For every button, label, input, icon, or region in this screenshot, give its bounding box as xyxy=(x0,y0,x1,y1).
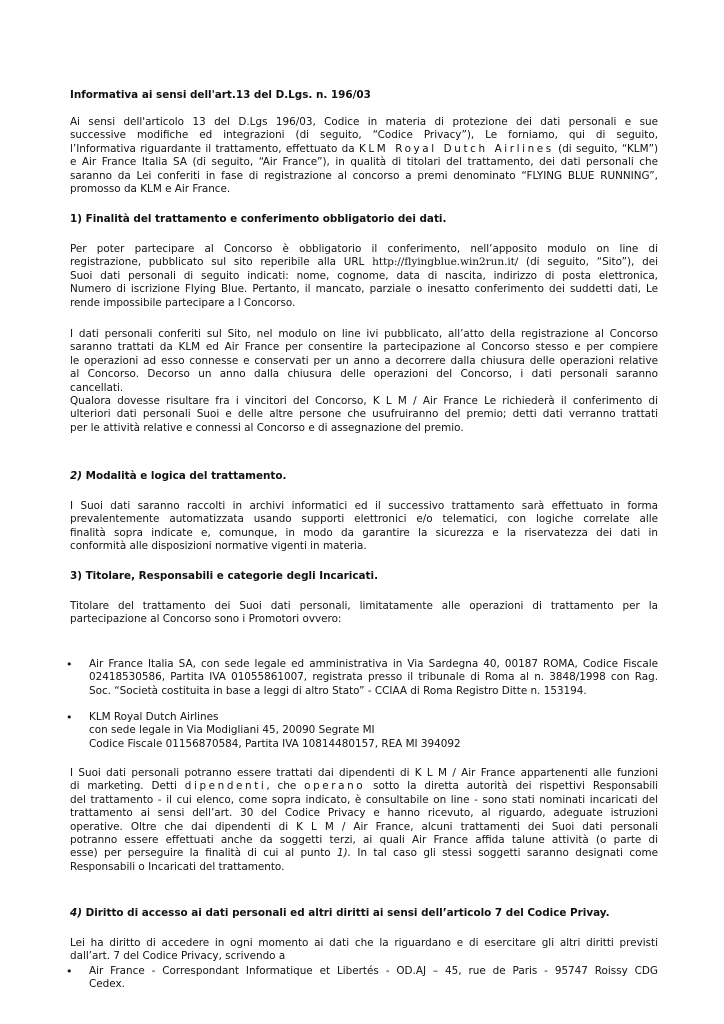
paragraph-line xyxy=(70,780,658,793)
list-item-line: Air France - Correspondant Informatique et Libertés - OD.AJ – 45, rue de Paris - 95747 Roissy CDG xyxy=(89,965,658,977)
klm-name: KLM Royal Dutch Airlines xyxy=(358,142,554,155)
list-item-line: Codice Fiscale 01156870584, Partita IVA 10814480157, REA MI 394092 xyxy=(89,737,461,750)
section-4-heading xyxy=(70,907,658,920)
paragraph-line xyxy=(70,847,658,860)
paragraph-line: dall’art. 7 del Codice Privacy, scrivendo a xyxy=(70,950,286,963)
paragraph-text: (di seguito, “Sito”), dei xyxy=(518,256,658,269)
paragraph-text: dipendenti xyxy=(184,780,267,793)
paragraph-line: operative. Oltre che dai dipendenti di K L M / Air France, alcuni trattamenti dei Suoi dati personali xyxy=(70,820,658,833)
intro-line: promosso da KLM e Air France. xyxy=(70,183,231,196)
paragraph-line: I Suoi dati personali potranno essere trattati dai dipendenti di K L M / Air France appartenenti alle funzioni xyxy=(70,767,658,779)
section-title: Diritto di accesso ai dati personali ed altri diritti ai sensi dell’articolo 7 del Codice Privay. xyxy=(81,907,610,919)
section-number: 4) xyxy=(70,907,82,919)
section-3-paragraph-2 xyxy=(70,767,658,874)
intro-text: (di seguito, “KLM”) xyxy=(553,142,658,155)
intro-line: successive modifiche ed integrazioni (di seguito, “Codice Privacy”), Le forniamo, qui di seguito, xyxy=(70,129,658,142)
paragraph-line: trattamento ai sensi dell’art. 30 del Codice Privacy e hanno ricevuto, al riguardo, adeguate istruzioni xyxy=(70,807,658,820)
list-item-line: Cedex. xyxy=(89,978,125,991)
promoter-klm xyxy=(89,711,658,751)
intro-line: e Air France Italia SA (di seguito, “Air France”), in qualità di titolari del trattamento, dei dati personali che xyxy=(70,156,658,169)
site-url: http://flyingblue.win2run.it/ xyxy=(372,256,519,269)
paragraph-text: In tal caso gli stessi soggetti saranno designati come xyxy=(351,847,658,860)
intro-line: Ai sensi dell'articolo 13 del D.Lgs 196/03, Codice in materia di protezione dei dati personali e sue xyxy=(70,116,658,128)
section-1-paragraph-2 xyxy=(70,328,658,435)
paragraph-line: Per poter partecipare al Concorso è obbligatorio il conferimento, nell’apposito modulo on line di xyxy=(70,243,658,255)
bullet-icon: • xyxy=(66,658,73,671)
bullet-icon: • xyxy=(66,711,73,724)
paragraph-line: I Suoi dati saranno raccolti in archivi informatici ed il successivo trattamento sarà effettuato in forma xyxy=(70,500,658,512)
paragraph-line xyxy=(70,256,658,269)
paragraph-text: di marketing. Detti xyxy=(70,780,185,793)
paragraph-line: prevalentemente automatizzata usando supporti elettronici e/o telematici, con logiche correlate alle xyxy=(70,513,658,526)
contact-air-france xyxy=(89,965,658,992)
paragraph-line: partecipazione al Concorso sono i Promotori ovvero: xyxy=(70,613,342,626)
paragraph-line: Titolare del trattamento dei Suoi dati personali, limitatamente alle operazioni di trattamento per la xyxy=(70,600,658,612)
list-item-line: 02418530586, Partita IVA 01055861007, registrata presso il tribunale di Roma al n. 3848/1998 con Rag. xyxy=(89,671,658,684)
section-2-paragraph xyxy=(70,500,658,554)
paragraph-line: finalità sopra indicate e, comunque, in modo da garantire la sicurezza e la riservatezza dei dati in xyxy=(70,526,658,539)
paragraph-line: per le attività relative e connessi al Concorso e di assegnazione del premio. xyxy=(70,421,464,434)
section-3-heading: 3) Titolare, Responsabili e categorie degli Incaricati. xyxy=(70,570,379,582)
section-2-heading xyxy=(70,470,658,483)
paragraph-text: 1). xyxy=(337,847,352,860)
section-3-paragraph-1 xyxy=(70,600,658,627)
list-item-line: con sede legale in Via Modigliani 45, 20090 Segrate MI xyxy=(89,724,375,737)
intro-line: saranno da Lei conferiti in fase di registrazione al concorso a premi denominato “FLYING BLUE RUNNING”, xyxy=(70,169,658,182)
paragraph-line: Suoi dati personali di seguito indicati: nome, cognome, data di nascita, indirizzo di posta elettronica, xyxy=(70,269,658,282)
section-1-heading: 1) Finalità del trattamento e conferimento obbligatorio dei dati. xyxy=(70,213,447,225)
section-4-paragraph xyxy=(70,937,658,964)
document-title: Informativa ai sensi dell'art.13 del D.Lgs. n. 196/03 xyxy=(70,89,371,101)
paragraph-line: ulteriori dati personali Suoi e delle altre persone che usufruiranno del premio; detti dati verranno trattati xyxy=(70,408,658,421)
paragraph-line: le operazioni ad esso connesse e conservati per un anno a decorrere dalla chiusura delle operazioni relative xyxy=(70,354,658,367)
paragraph-line: Qualora dovesse risultare fra i vincitori del Concorso, K L M / Air France Le richiederà il conferimento di xyxy=(70,395,658,408)
paragraph-line: Responsabili o Incaricati del trattamento. xyxy=(70,860,285,873)
paragraph-line: Lei ha diritto di accedere in ogni momento ai dati che la riguardano e di esercitare gli altri diritti previsti xyxy=(70,937,658,949)
intro-paragraph xyxy=(70,116,658,196)
section-number: 2) xyxy=(70,470,82,482)
paragraph-line: al Concorso. Decorso un anno dalla chiusura delle operazioni del Concorso, i dati personali saranno xyxy=(70,368,658,381)
promoter-air-france xyxy=(89,658,658,698)
list-item-line: KLM Royal Dutch Airlines xyxy=(89,711,219,723)
list-item-line: Soc. “Società costituita in base a leggi di altro Stato” - CCIAA di Roma Registro Ditte n. 153194. xyxy=(89,684,587,697)
paragraph-line: potranno essere effettuati anche da soggetti terzi, ai quali Air France affida talune attività (o parte di xyxy=(70,834,658,847)
paragraph-text: registrazione, pubblicato sul sito reperibile alla URL xyxy=(70,256,373,269)
bullet-icon: • xyxy=(66,965,73,978)
paragraph-line: conformità alle disposizioni normative vigenti in materia. xyxy=(70,540,367,553)
paragraph-text: esse) per perseguire la finalità di cui al punto xyxy=(70,847,338,860)
list-item-line: Air France Italia SA, con sede legale ed amministrativa in Via Sardegna 40, 00187 ROMA, Codice Fiscale xyxy=(89,658,658,670)
paragraph-line: I dati personali conferiti sul Sito, nel modulo on line ivi pubblicato, all’atto della registrazione al Concorso xyxy=(70,328,658,340)
paragraph-line: rende impossibile partecipare a l Concorso. xyxy=(70,296,296,309)
intro-text: l’Informativa riguardante il trattamento, effettuato da xyxy=(70,142,359,155)
paragraph-text: operano xyxy=(304,780,366,793)
section-title: Modalità e logica del trattamento. xyxy=(81,470,287,482)
paragraph-line: saranno trattati da KLM ed Air France per consentire la partecipazione al Concorso stesso e per compiere xyxy=(70,341,658,354)
paragraph-text: , che xyxy=(266,780,305,793)
paragraph-text: sotto la diretta autorità dei rispettivi Responsabili xyxy=(365,780,658,793)
section-1-paragraph-1 xyxy=(70,243,658,310)
intro-line xyxy=(70,143,658,156)
paragraph-line: del trattamento - il cui elenco, come sopra indicato, è consultabile on line - sono stati nominati incaricati del xyxy=(70,793,658,806)
paragraph-line: Numero di iscrizione Flying Blue. Pertanto, il mancato, parziale o inesatto conferimento dei suddetti dati, Le xyxy=(70,283,658,296)
paragraph-line: cancellati. xyxy=(70,381,124,394)
